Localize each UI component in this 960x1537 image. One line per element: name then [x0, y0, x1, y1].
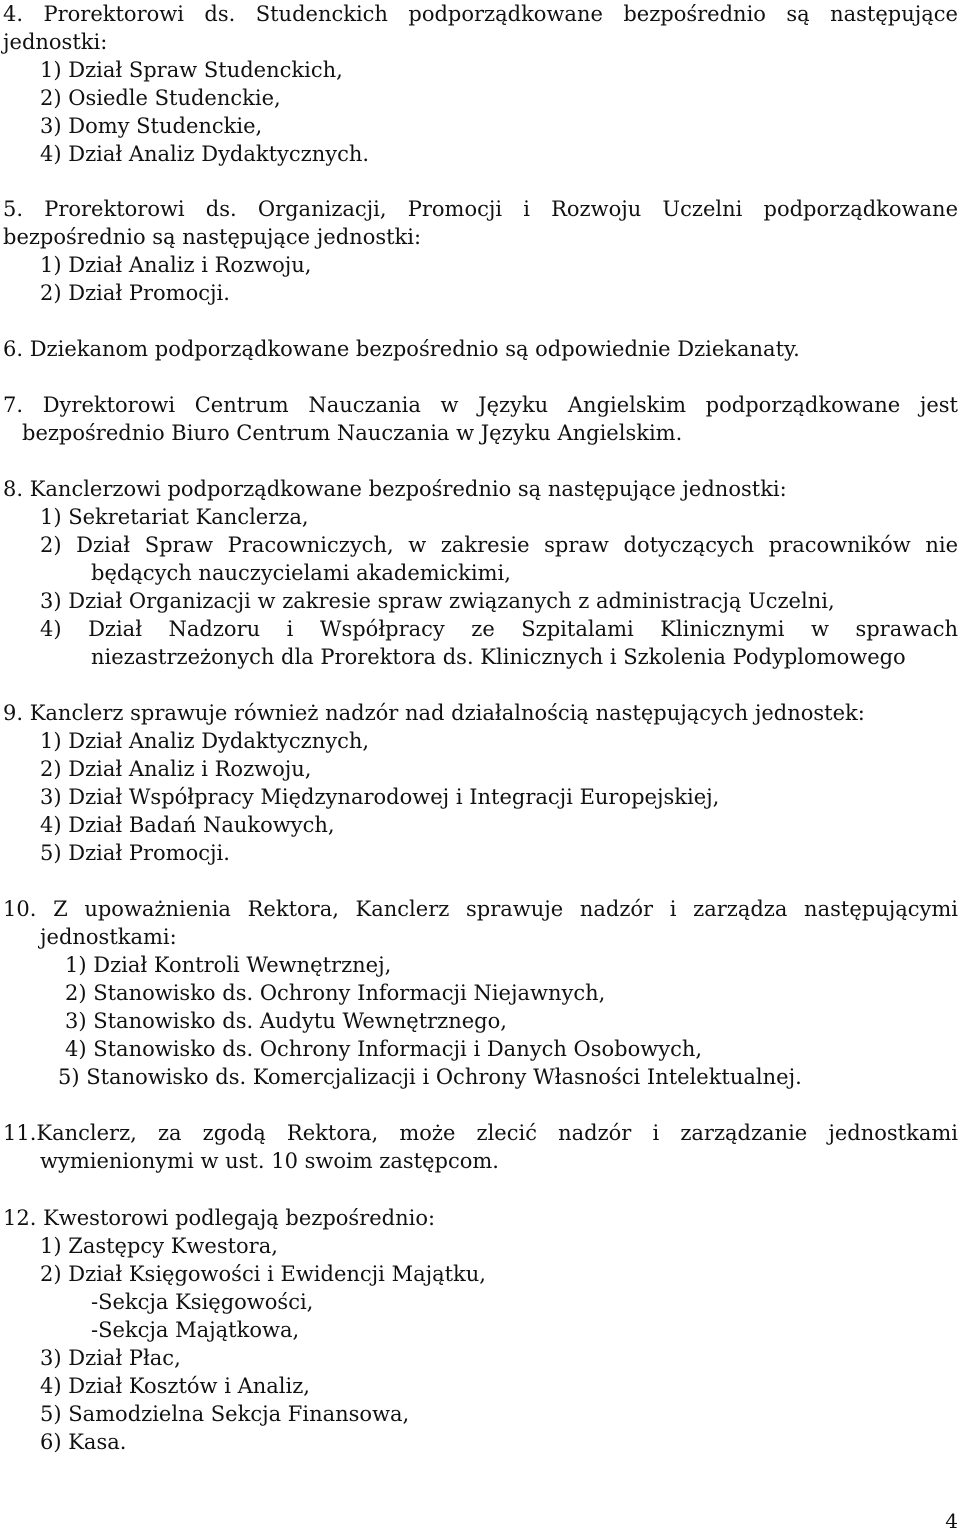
list-item-cont: będących nauczycielami akademickimi, — [91, 561, 511, 585]
s8-heading: 8. Kanclerzowi podporządkowane bezpośrednio są następujące jednostki: — [3, 477, 787, 501]
list-item: 1) Zastępcy Kwestora, — [40, 1234, 278, 1258]
list-item: 2) Osiedle Studenckie, — [40, 86, 281, 110]
list-item: 5) Stanowisko ds. Komercjalizacji i Ochrony Własności Intelektualnej. — [58, 1065, 802, 1089]
s11-heading-cont: wymienionymi w ust. 10 swoim zastępcom. — [40, 1149, 499, 1173]
s6-heading: 6. Dziekanom podporządkowane bezpośrednio są odpowiednie Dziekanaty. — [3, 337, 800, 361]
list-item: 3) Domy Studenckie, — [40, 114, 263, 138]
s4-heading: 4. Prorektorowi ds. Studenckich podporządkowane bezpośrednio są następujące — [3, 2, 958, 26]
list-item: 5) Dział Promocji. — [40, 841, 230, 865]
list-item-cont: niezastrzeżonych dla Prorektora ds. Klinicznych i Szkolenia Podyplomowego — [91, 645, 906, 669]
list-item: 1) Dział Kontroli Wewnętrznej, — [65, 953, 392, 977]
s4-heading-cont: jednostki: — [3, 30, 108, 54]
list-item: 1) Sekretariat Kanclerza, — [40, 505, 309, 529]
s10-heading-cont: jednostkami: — [40, 925, 177, 949]
list-item: 3) Dział Organizacji w zakresie spraw związanych z administracją Uczelni, — [40, 589, 835, 613]
page-number: 4 — [945, 1509, 958, 1533]
list-item: 3) Dział Współpracy Międzynarodowej i Integracji Europejskiej, — [40, 785, 720, 809]
list-item: 2) Stanowisko ds. Ochrony Informacji Niejawnych, — [65, 981, 606, 1005]
list-item: 1) Dział Analiz Dydaktycznych, — [40, 729, 370, 753]
s11-heading: 11.Kanclerz, za zgodą Rektora, może zlecić nadzór i zarządzanie jednostkami — [3, 1121, 958, 1145]
list-item: 2) Dział Analiz i Rozwoju, — [40, 757, 312, 781]
list-item: 5) Samodzielna Sekcja Finansowa, — [40, 1402, 410, 1426]
list-item: 2) Dział Spraw Pracowniczych, w zakresie spraw dotyczących pracowników nie — [40, 533, 958, 557]
list-item: 4) Dział Kosztów i Analiz, — [40, 1374, 310, 1398]
s5-heading: 5. Prorektorowi ds. Organizacji, Promocji i Rozwoju Uczelni podporządkowane — [3, 197, 958, 221]
list-item: 1) Dział Spraw Studenckich, — [40, 58, 343, 82]
list-item: 2) Dział Promocji. — [40, 281, 230, 305]
list-item: 3) Stanowisko ds. Audytu Wewnętrznego, — [65, 1009, 507, 1033]
list-item: 4) Dział Analiz Dydaktycznych. — [40, 142, 370, 166]
list-item: 2) Dział Księgowości i Ewidencji Majątku, — [40, 1262, 486, 1286]
s7-heading: 7. Dyrektorowi Centrum Nauczania w Języku Angielskim podporządkowane jest — [3, 393, 958, 417]
list-subitem: -Sekcja Majątkowa, — [91, 1318, 300, 1342]
s5-heading-cont: bezpośrednio są następujące jednostki: — [3, 225, 422, 249]
s12-heading: 12. Kwestorowi podlegają bezpośrednio: — [3, 1206, 436, 1230]
list-item: 1) Dział Analiz i Rozwoju, — [40, 253, 312, 277]
s7-heading-cont: bezpośrednio Biuro Centrum Nauczania w Języku Angielskim. — [22, 421, 683, 445]
list-item: 6) Kasa. — [40, 1430, 127, 1454]
list-item: 4) Dział Badań Naukowych, — [40, 813, 335, 837]
list-subitem: -Sekcja Księgowości, — [91, 1290, 314, 1314]
list-item: 4) Dział Nadzoru i Współpracy ze Szpitalami Klinicznymi w sprawach — [40, 617, 958, 641]
s10-heading: 10. Z upoważnienia Rektora, Kanclerz sprawuje nadzór i zarządza następującymi — [3, 897, 958, 921]
s9-heading: 9. Kanclerz sprawuje również nadzór nad działalnością następujących jednostek: — [3, 701, 865, 725]
list-item: 4) Stanowisko ds. Ochrony Informacji i Danych Osobowych, — [65, 1037, 703, 1061]
list-item: 3) Dział Płac, — [40, 1346, 181, 1370]
